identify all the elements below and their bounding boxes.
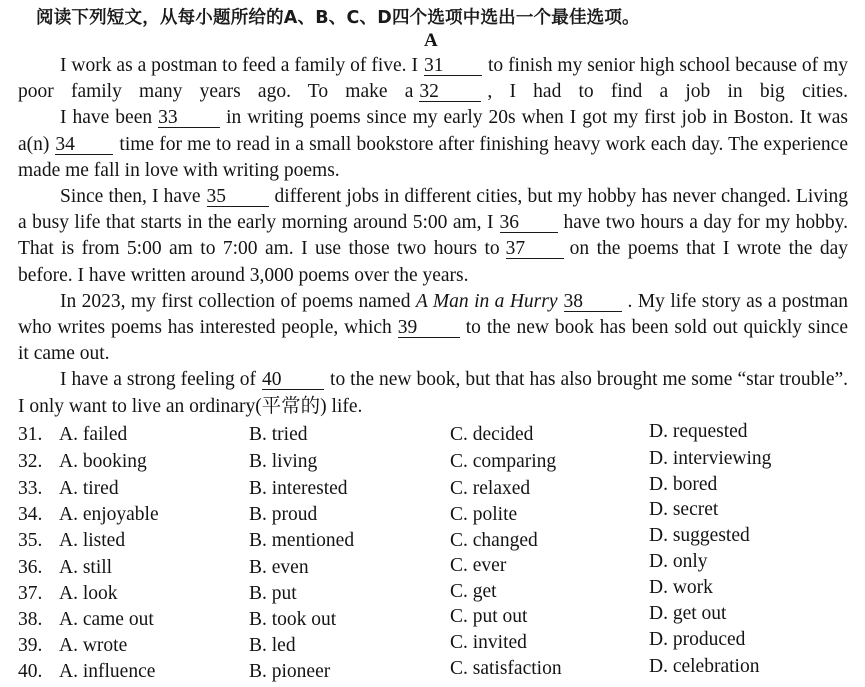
paragraph-2 [18, 105, 848, 184]
question-row-40 [0, 656, 865, 687]
blank-40: 40 [262, 370, 324, 390]
option-b[interactable]: B. interested [249, 478, 348, 499]
text: , I had to find a job in big cities. [487, 81, 848, 103]
blank-34: 34 [55, 135, 113, 155]
option-d[interactable]: D. bored [649, 474, 718, 495]
text: Since then, I have [60, 186, 201, 208]
option-d[interactable]: D. only [649, 551, 708, 572]
option-c[interactable]: C. invited [450, 632, 527, 653]
question-row-33 [0, 474, 865, 504]
option-b[interactable]: B. pioneer [249, 661, 331, 682]
question-row-32 [0, 448, 865, 477]
option-b[interactable]: B. tried [249, 424, 308, 445]
text: different jobs in different cities, but my hobby has never changed. Living a busy life that starts in the early morning around 5:00 am, I [18, 186, 848, 234]
option-c[interactable]: C. comparing [450, 451, 557, 472]
option-d[interactable]: D. produced [649, 629, 746, 650]
instruction-text: 阅读下列短文，从每小题所给的A、B、C、D四个选项中选出一个最佳选项。 [36, 8, 640, 28]
option-a[interactable]: A. tired [59, 478, 119, 499]
option-c[interactable]: C. polite [450, 504, 518, 525]
option-d[interactable]: D. get out [649, 603, 727, 624]
paragraph-1 [18, 53, 848, 105]
question-row-31 [0, 421, 865, 450]
option-a[interactable]: A. came out [59, 609, 154, 630]
option-d[interactable]: D. work [649, 577, 713, 598]
option-b[interactable]: B. led [249, 635, 296, 656]
question-number: 32. [18, 451, 43, 472]
passage [18, 53, 848, 420]
text: In 2023, my first collection of poems named [60, 290, 411, 312]
option-c[interactable]: C. ever [450, 555, 507, 576]
text: to finish my senior high school because of my poor family many years ago. To make a [18, 55, 848, 103]
paragraph-5 [18, 367, 848, 419]
text: I have a strong feeling of [60, 369, 257, 391]
text: to the new book, but that has also brought me some “star trouble”. I only want to live an ordinary(平常的) life. [18, 369, 849, 417]
option-a[interactable]: A. booking [59, 451, 147, 472]
question-number: 37. [18, 583, 43, 604]
question-row-36 [0, 551, 865, 583]
blank-31: 31 [424, 56, 482, 76]
option-a[interactable]: A. listed [59, 530, 126, 551]
option-a[interactable]: A. still [59, 557, 113, 578]
question-number: 36. [18, 557, 43, 578]
paragraph-4 [18, 289, 848, 368]
blank-35: 35 [207, 187, 269, 207]
question-number: 34. [18, 504, 43, 525]
blank-39: 39 [398, 318, 460, 338]
option-a[interactable]: A. wrote [59, 635, 128, 656]
text: . My life story as a postman who writes poems has interested people, which [18, 290, 849, 339]
option-c[interactable]: C. put out [450, 606, 528, 627]
option-d[interactable]: D. celebration [649, 656, 760, 677]
option-b[interactable]: B. even [249, 557, 309, 578]
question-number: 31. [18, 424, 43, 445]
blank-33: 33 [158, 108, 220, 128]
blank-32: 32 [419, 82, 481, 102]
text: on the poems that I wrote the day before. I have written around 3,000 poems over the years. [18, 238, 848, 286]
text: have two hours a day for my hobby. That is from 5:00 am to 7:00 am. I use those two hours to [18, 212, 848, 260]
paragraph-3 [18, 184, 848, 289]
text: I work as a postman to feed a family of five. I [60, 55, 418, 76]
option-b[interactable]: B. took out [249, 609, 337, 630]
text: time for me to read in a small bookstore after finishing heavy work each day. The experience made me fall in love with writing poems. [18, 133, 848, 181]
question-number: 39. [18, 635, 43, 656]
option-c[interactable]: C. changed [450, 530, 538, 551]
option-c[interactable]: C. decided [450, 424, 534, 445]
option-b[interactable]: B. proud [249, 504, 318, 525]
option-c[interactable]: C. relaxed [450, 478, 531, 499]
option-c[interactable]: C. get [450, 581, 497, 602]
text: in writing poems since my early 20s when I got my first job in Boston. It was a(n) [18, 107, 849, 155]
option-d[interactable]: D. interviewing [649, 448, 772, 469]
blank-36: 36 [500, 213, 558, 233]
text: I have been [60, 107, 153, 129]
question-number: 40. [18, 661, 43, 682]
question-number: 33. [18, 478, 43, 499]
option-b[interactable]: B. put [249, 583, 297, 604]
option-d[interactable]: D. requested [649, 421, 748, 442]
question-number: 38. [18, 609, 43, 630]
text: to the new book has been sold out quickly since it came out. [18, 317, 848, 365]
question-row-37 [0, 577, 865, 609]
section-label: A [424, 30, 438, 51]
book-title: A Man in a Hurry [415, 290, 558, 312]
blank-38: 38 [564, 292, 622, 312]
option-b[interactable]: B. living [249, 451, 318, 472]
blank-37: 37 [506, 239, 564, 259]
option-a[interactable]: A. failed [59, 424, 128, 445]
option-a[interactable]: A. look [59, 583, 118, 604]
option-d[interactable]: D. suggested [649, 525, 750, 546]
option-d[interactable]: D. secret [649, 499, 719, 520]
option-a[interactable]: A. enjoyable [59, 504, 159, 525]
question-number: 35. [18, 530, 43, 551]
question-row-35 [0, 525, 865, 556]
option-b[interactable]: B. mentioned [249, 530, 355, 551]
option-a[interactable]: A. influence [59, 661, 156, 682]
option-c[interactable]: C. satisfaction [450, 658, 562, 679]
